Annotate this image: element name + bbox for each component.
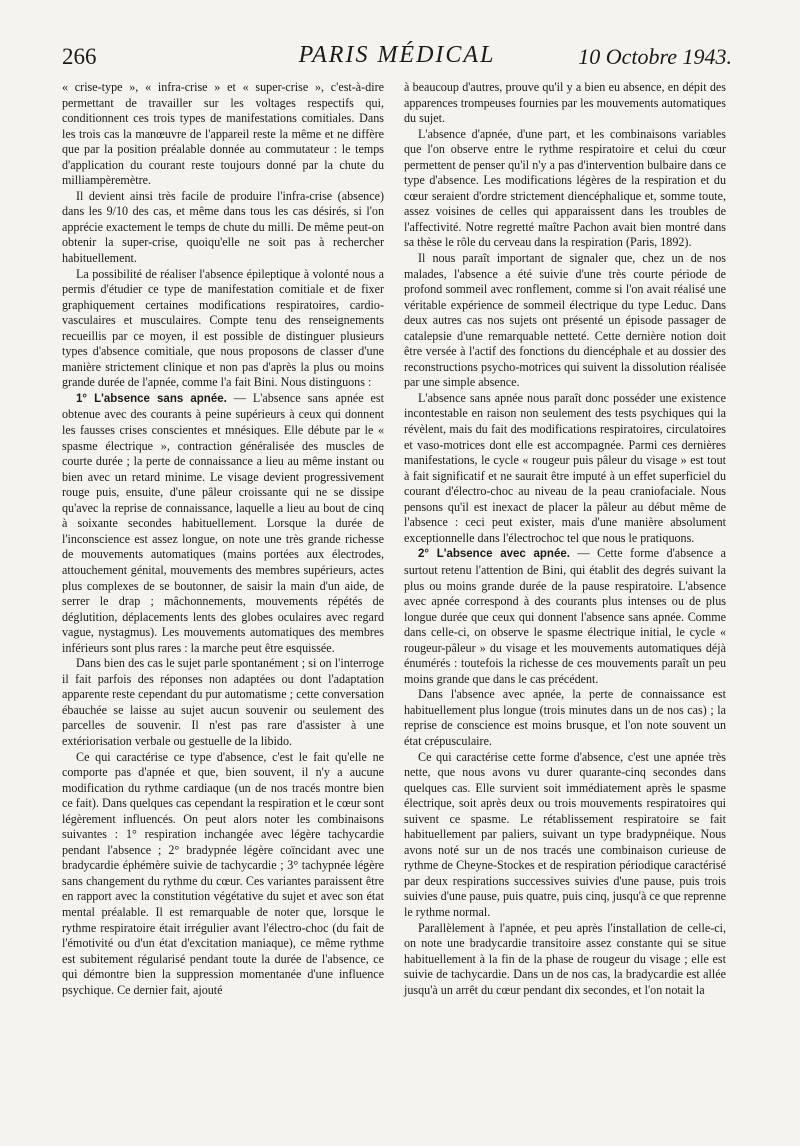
paragraph [404, 546, 726, 687]
section-heading: 1° L'absence sans apnée. [76, 392, 227, 405]
paragraph-text: — Cette forme d'absence a surtout retenu l'attention de Bini, qui établit des degrés suivant la plus ou moins grande durée de la pause respiratoire. L'absence avec apnée correspond à des courants plus intenses ou de plus longue durée que ceux qui donnent l'absence sans apnée. Comme dans celle-ci, on observe le spasme électrique initial, le cycle « rougeur-pâleur » du visage et les mouvements automatiques déjà énumérés : toutefois la richesse de ces mouvements paraît un peu moins grande que dans le cas précédent. [404, 546, 726, 686]
paragraph: Ce qui caractérise cette forme d'absence, c'est une apnée très nette, que nous avons vu durer quarante-cinq secondes dans quelques cas. Elle survient soit immédiatement après le spasme électrique, soit après deux ou trois mouvements respiratoires qui suivent ce spasme. Le rétablissement respiratoire se fait habituellement par paliers, suivant un type bradypnéique. Nous avons noté sur un de nos tracés une combinaison curieuse de rythme de Cheyne-Stockes et de respiration périodique caractérisé par deux respirations successives suivies d'une pause, puis trois suivies d'une pause, puis quatre, puis cinq, jusqu'à ce que reprenne le rythme normal. [404, 749, 726, 919]
paragraph: « crise-type », « infra-crise » et « super-crise », c'est-à-dire permettant de travailler sur les voltages respectifs qui, conditionnent ces trois types de manifestations comitiales. Dans les trois cas la manœuvre de l'appareil reste la même et ne diffère que par la position préalable donnée au commutateur : le temps d'application du courant reste toujours donné par la chute du milliampèremètre. [62, 80, 384, 188]
paragraph: Dans bien des cas le sujet parle spontanément ; si on l'interroge il fait parfois des réponses non adaptées ou dont l'adaptation apparente reste cependant du pur automatisme ; cette conversation ébauchée se laisse au sujet aucun souvenir ou seulement des parcelles de souvenir. Il n'est pas rare d'assister à une extériorisation verbale ou gestuelle de la libido. [62, 656, 384, 748]
paragraph: Il devient ainsi très facile de produire l'infra-crise (absence) dans les 9/10 des cas, et même dans tous les cas désirés, si l'on apprécie exactement le temps de chute du milli. De même peut-on obtenir la super-crise, quoiqu'elle ne soit pas à rechercher habituellement. [62, 188, 384, 266]
paragraph: Ce qui caractérise ce type d'absence, c'est le fait qu'elle ne comporte pas d'apnée et que, bien souvent, il n'y a aucune modification du rythme cardiaque (un de nos tracés montre bien ce fait). Dans quelques cas cependant la respiration et le cœur sont légèrement influencés. On peut alors noter les combinaisons suivantes : 1° respiration inchangée avec légère tachycardie pendant l'absence ; 2° bradypnée légère coïncidant avec une bradycardie éphémère suivie de tachycardie ; 3° tachypnée légère sans changement du rythme du cœur. Ces variantes paraissent être en rapport avec la constitution végétative du sujet et avec son état mental préalable. Il est remarquable de noter que, lorsque le rythme respiratoire était irrégulier avant l'électro-choc (du fait de l'émotivité ou d'un état d'excitation maniaque), ce même rythme est subitement régularisé pendant toute la durée de l'absence, ce qui démontre bien la suppression momentanée d'une influence psychique. Ce dernier fait, ajouté [62, 749, 384, 997]
paragraph: Il nous paraît important de signaler que, chez un de nos malades, l'absence a été suivie d'une très courte période de profond sommeil avec ronflement, comme si l'on avait réalisé une véritable expérience de sommeil électrique du type Leduc. Dans deux autres cas nos sujets ont présenté un épisode passager de catalepsie d'une remarquable netteté. Cette dernière notion doit être versée à l'actif des fonctions du diencéphale et au dossier des reconstructions psycho-motrices qui suivent la dissolution réalisée par une simple absence. [404, 251, 726, 390]
right-column [404, 80, 726, 998]
paragraph: L'absence d'apnée, d'une part, et les combinaisons variables que l'on observe entre le rythme respiratoire et celui du cœur permettent de penser qu'il n'y a pas d'intervention bulbaire dans ce type d'absence. Les modifications légères de la respiration et du cœur seraient d'ordre strictement diencéphalique et, somme toute, assez voisines de celles qui apparaissent dans les troubles de l'affectivité. Notre regretté maître Pachon avait bien montré dans sa thèse le rôle du cerveau dans la respiration (Paris, 1892). [404, 126, 726, 250]
page-number: 266 [62, 44, 97, 69]
paragraph-text: — L'absence sans apnée est obtenue avec des courants à peine supérieurs à ceux qui donnent les fausses crises conscientes et mnésiques. Elle débute par le « spasme électrique », contraction généralisée des muscles de courte durée ; la perte de connaissance a lieu au même instant ou bien avec un retard minime. Le visage devient progressivement rouge puis, ensuite, d'une pâleur croissante qui ne se dissipe qu'avec la reprise de connaissance, laquelle a lieu au bout de cinq à soixante secondes habituellement. Lorsque la durée de l'inconscience est assez longue, on note une très grande richesse de mouvements automatiques (mains portées aux électrodes, attouchement génital, mouvements des membres supérieurs, actes plus complexes de se boutonner, de saisir la main d'un aide, de serrer le drap ; mâchonnements, mouvements répétés de déglutition, déplacements lents des globes oculaires avec regard vague, nystagmus). Les mouvements automatiques des membres inférieurs sont plus rares : la marche peut être esquissée. [62, 390, 384, 655]
paragraph: Dans l'absence avec apnée, la perte de connaissance est habituellement plus longue (trois minutes dans un de nos cas) ; la reprise de conscience est moins brusque, et l'on note souvent un état crépusculaire. [404, 687, 726, 748]
paragraph [62, 391, 384, 656]
paragraph: Parallèlement à l'apnée, et peu après l'installation de celle-ci, on note une bradycardie transitoire assez constante qui se situe habituellement à la fin de la phase de rougeur du visage ; elle est suivie de tachycardie. Dans un de nos cas, la bradycardie est allée jusqu'à un arrêt du cœur pendant dix secondes, et l'on notait la [404, 920, 726, 997]
paragraph: L'absence sans apnée nous paraît donc posséder une existence incontestable en raison non seulement des tests psychiques qui la révèlent, mais du fait des modifications respiratoires, circulatoires et vaso-motrices dont elle est accompagnée. Parmi ces dernières manifestations, le cycle « rougeur puis pâleur du visage » est tout à fait significatif et ne saurait être imputé à un effet superficiel du courant d'électro-choc au niveau de la peau craniofaciale. Nous pensons qu'il est inexact de placer la pâleur au début même de l'absence : ceci peut exister, mais d'une manière absolument exceptionnelle dans l'électrochoc tel que nous le pratiquons. [404, 390, 726, 545]
paragraph: La possibilité de réaliser l'absence épileptique à volonté nous a permis d'étudier ce type de manifestation comitiale et de fixer graphiquement certaines modifications respiratoires, cardio-vasculaires et musculaires. Compte tenu des renseignements recueillis par ce moyen, il est possible de distinguer plusieurs types d'absence comitiale, que nous proposons de classer d'une manière strictement clinique et non pas d'après la plus ou moins grande durée de l'apnée, comme l'a fait Bini. Nous distinguons : [62, 266, 384, 390]
journal-title: PARIS MÉDICAL [298, 42, 496, 68]
running-header [62, 42, 732, 76]
section-heading: 2° L'absence avec apnée. [418, 548, 570, 561]
left-column [62, 80, 384, 998]
issue-date: 10 Octobre 1943. [578, 44, 732, 69]
paragraph: à beaucoup d'autres, prouve qu'il y a bien eu absence, en dépit des apparences trompeuses fournies par les mouvements automatiques du sujet. [404, 80, 726, 126]
